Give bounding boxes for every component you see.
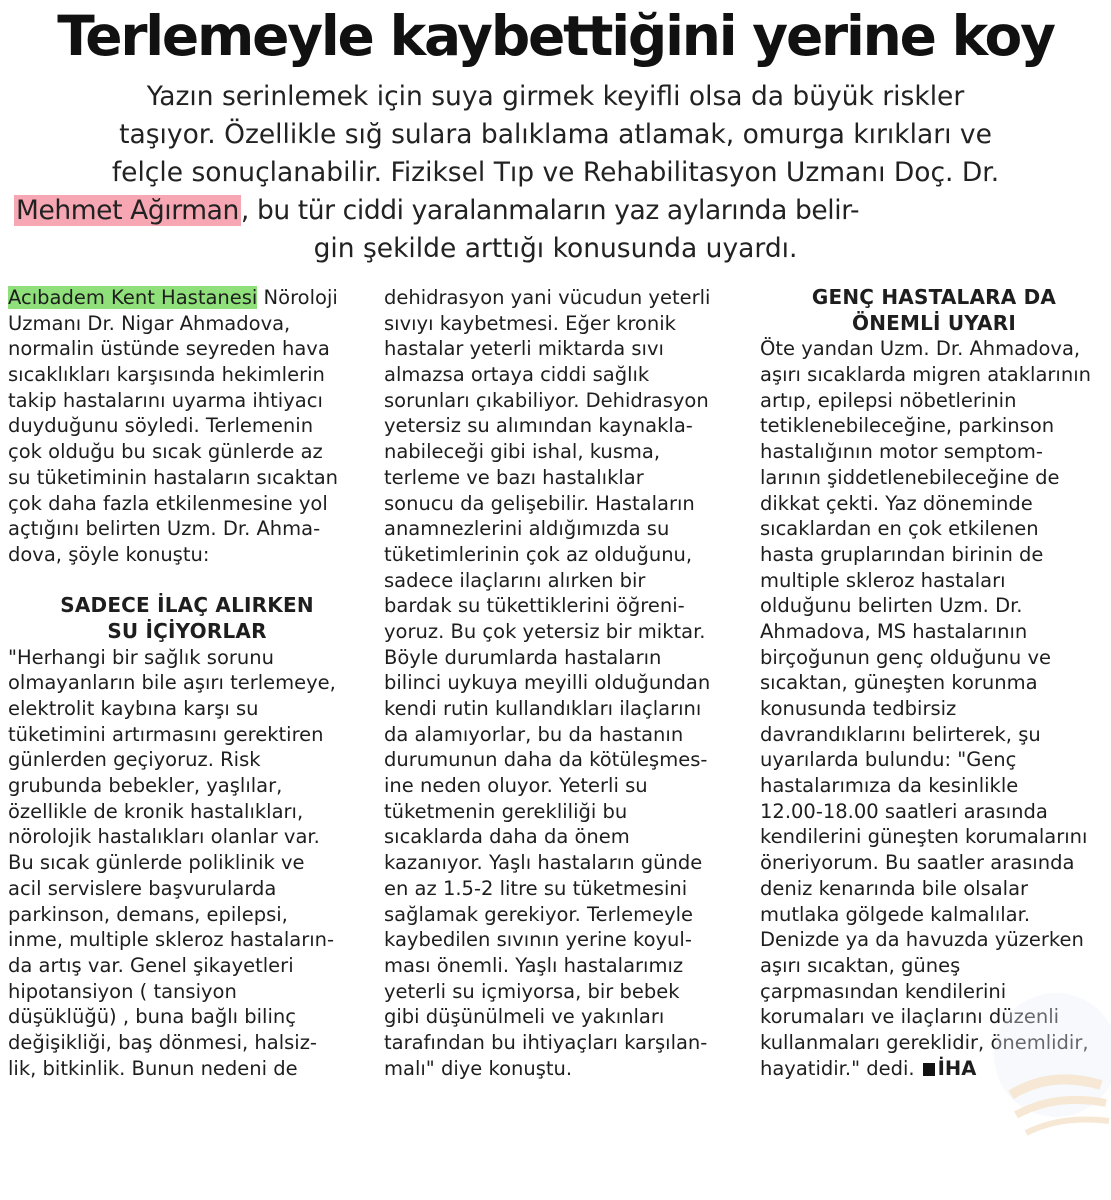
body-line: olduğunu belirten Uzm. Dr. — [760, 594, 1023, 618]
highlighted-name: Mehmet Ağırman — [16, 195, 239, 226]
body-line: su tüketiminin hastaların sıcaktan — [8, 465, 339, 489]
body-line: kaybedilen sıvının yerine koyul- — [384, 928, 692, 952]
body-line: dikkat çekti. Yaz döneminde — [760, 491, 1033, 515]
body-line: sıvıyı kaybetmesi. Eğer kronik — [384, 311, 676, 335]
body-line: acil servislere başvurularda — [8, 876, 277, 900]
body-line: durumunun daha da kötüleşmes- — [384, 748, 708, 772]
body-line: konusunda tedbirsiz — [760, 697, 957, 720]
body-line: duyduğunu söyledi. Terlemenin — [8, 414, 314, 438]
lead-line-rest: , bu tür ciddi yaralanmaların yaz aylarında belir- — [240, 195, 860, 226]
lead-paragraph — [14, 78, 1097, 268]
body-line: birçoğunun genç olduğunu ve — [760, 645, 1051, 669]
body-line: almazsa ortaya ciddi sağlık — [384, 363, 650, 387]
body-line: 12.00-18.00 saatleri arasında — [760, 799, 1048, 823]
body-line: çarpmasından kendilerini — [760, 979, 1007, 1003]
article-column-3 — [760, 285, 1108, 1081]
body-line: "Herhangi bir sağlık sorunu — [8, 645, 274, 669]
body-line: uyarılarda bulundu: "Genç — [760, 748, 1017, 772]
body-line-rest: Nöroloji — [257, 286, 338, 309]
body-line: aşırı sıcaklarda migren ataklarının — [760, 363, 1091, 387]
body-line: artıp, epilepsi nöbetlerinin — [760, 388, 1017, 412]
body-line: kullanmaları gereklidir, önemlidir, — [760, 1030, 1089, 1054]
body-line: açtığını belirten Uzm. Dr. Ahma- — [8, 517, 321, 541]
body-line: malı" diye konuştu. — [384, 1056, 573, 1080]
body-line: tüketimini artırmasını gerektiren — [8, 722, 324, 746]
body-line: yetersiz su alımından kaynakla- — [384, 414, 693, 438]
body-line: sıcaklarda daha da önem — [384, 825, 630, 849]
body-line: davrandıklarını belirterek, şu — [760, 722, 1041, 746]
body-line: ması önemli. Yaşlı hastalarımız — [384, 953, 684, 977]
highlighted-hospital: Acıbadem Kent Hastanesi — [8, 286, 258, 309]
body-line: Böyle durumlarda hastaların — [384, 645, 662, 669]
body-line: kazanıyor. Yaşlı hastaların günde — [384, 851, 703, 875]
body-line: tüketimlerinin çok az olduğunu, — [384, 542, 693, 566]
body-line — [8, 285, 366, 311]
body-line: sonucu da gelişebilir. Hastaların — [384, 491, 695, 515]
body-line: dova, şöyle konuştu: — [8, 542, 210, 566]
body-line: Öte yandan Uzm. Dr. Ahmadova, — [760, 337, 1081, 361]
body-line: grubunda bebekler, yaşlılar, — [8, 774, 283, 798]
lead-line: Yazın serinlemek için suya girmek keyifli olsa da büyük riskler — [146, 81, 965, 112]
body-line: değişikliği, baş dönmesi, halsiz- — [8, 1030, 317, 1054]
body-line: nörolojik hastalıkları olanlar var. — [8, 825, 320, 849]
spacer — [8, 568, 366, 594]
body-line: korumaları ve ilaçlarını düzenli — [760, 1005, 1060, 1029]
body-line: hasta gruplarından birinin de — [760, 542, 1044, 566]
subhead: SU İÇİYORLAR — [107, 618, 267, 643]
body-line: özellikle de kronik hastalıkları, — [8, 799, 304, 823]
body-line: çok olduğu bu sıcak günlerde az — [8, 440, 323, 464]
body-line: normalin üstünde seyreden hava — [8, 337, 330, 361]
lead-line: taşıyor. Özellikle sığ sulara balıklama atlamak, omurga kırıkları ve — [119, 119, 992, 150]
subhead: ÖNEMLİ UYARI — [852, 310, 1016, 335]
body-line: sorunları çıkabiliyor. Dehidrasyon — [384, 388, 709, 412]
body-line: bardak su tükettiklerini öğreni- — [384, 594, 685, 618]
body-line: öneriyorum. Bu saatler arasında — [760, 851, 1075, 875]
body-line: olmayanların bile aşırı terlemeye, — [8, 671, 336, 695]
body-line: hastalarımıza da kesinlikle — [760, 774, 1019, 798]
body-line: deniz kenarında bile olsalar — [760, 876, 1029, 900]
body-line: Ahmadova, MS hastalarının — [760, 619, 1028, 643]
body-line: dehidrasyon yani vücudun yeterli — [384, 286, 711, 309]
body-line: en az 1.5-2 litre su tüketmesini — [384, 876, 688, 900]
body-line: multiple skleroz hastaları — [760, 568, 1006, 592]
lead-line: felçle sonuçlanabilir. Fiziksel Tıp ve Rehabilitasyon Uzmanı Doç. Dr. — [111, 157, 1000, 188]
body-line: lik, bitkinlik. Bunun nedeni de — [8, 1056, 298, 1080]
agency-credit: İHA — [937, 1056, 977, 1080]
subhead: GENÇ HASTALARA DA — [811, 285, 1057, 309]
body-line: parkinson, demans, epilepsi, — [8, 902, 288, 926]
closing-quote-line: hayatidir." dedi. — [760, 1056, 915, 1080]
body-line: aşırı sıcaktan, güneş — [760, 953, 961, 977]
body-line: yeterli su içmiyorsa, bir bebek — [384, 979, 680, 1003]
body-line: günlerden geçiyoruz. Risk — [8, 748, 261, 772]
body-line: hipotansiyon ( tansiyon — [8, 979, 237, 1003]
body-line: terleme ve bazı hastalıklar — [384, 465, 644, 489]
body-line: anamnezlerini aldığımızda su — [384, 517, 670, 541]
body-line: nabileceği gibi ishal, kusma, — [384, 440, 661, 464]
body-line: hastalar yeterli miktarda sıvı — [384, 337, 664, 361]
body-line: takip hastalarını uyarma ihtiyacı — [8, 388, 323, 412]
body-line: tetiklenebileceğine, parkinson — [760, 414, 1055, 438]
body-line: elektrolit kaybına karşı su — [8, 697, 259, 720]
body-line: bilinci uykuya meyilli olduğundan — [384, 671, 711, 695]
body-line: sıcaktan, güneşten korunma — [760, 671, 1038, 695]
body-line: da alamıyorlar, bu da hastanın — [384, 722, 684, 746]
body-line: sıcaklıkları karşısında hekimlerin — [8, 363, 325, 387]
body-line: Bu sıcak günlerde poliklinik ve — [8, 851, 305, 875]
body-line: düşüklüğü) , buna bağlı bilinç — [8, 1005, 296, 1029]
body-line: mutlaka gölgede kalmalılar. — [760, 902, 1031, 926]
body-line: gibi düşünülmeli ve yakınları — [384, 1005, 665, 1029]
body-line: kendi rutin kullandıkları ilaçlarını — [384, 697, 702, 720]
body-line: inme, multiple skleroz hastaların- — [8, 928, 335, 952]
body-line: Uzmanı Dr. Nigar Ahmadova, — [8, 311, 291, 335]
headline: Terlemeyle kaybettiğini yerine koy — [57, 4, 1054, 68]
body-line: yoruz. Bu çok yetersiz bir miktar. — [384, 619, 706, 643]
body-line: Denizde ya da havuzda yüzerken — [760, 928, 1084, 952]
lead-line: gin şekilde arttığı konusunda uyardı. — [313, 233, 798, 264]
subhead: SADECE İLAÇ ALIRKEN — [60, 593, 314, 618]
watermark-logo-icon — [971, 975, 1111, 1150]
body-line: sadece ilaçlarını alırken bir — [384, 568, 646, 592]
body-line: çok daha fazla etkilenmesine yol — [8, 491, 328, 515]
lead-line — [14, 192, 1097, 230]
body-line: da artış var. Genel şikayetleri — [8, 953, 294, 977]
body-line: larının şiddetlenebileceğine de — [760, 465, 1060, 489]
body-line: ine neden oluyor. Yeterli su — [384, 774, 648, 798]
body-line: tarafından bu ihtiyaçları karşılan- — [384, 1030, 708, 1054]
body-line: sağlamak gerekiyor. Terlemeyle — [384, 902, 694, 926]
article-column-1 — [8, 285, 366, 1081]
body-line: tüketmenin gerekliliği bu — [384, 799, 628, 823]
square-bullet-icon — [923, 1063, 935, 1076]
body-line: hastalığının motor semptom- — [760, 440, 1043, 464]
body-line: sıcaklardan en çok etkilenen — [760, 517, 1039, 541]
article-column-2 — [384, 285, 750, 1081]
body-line: kendilerini güneşten korumalarını — [760, 825, 1088, 849]
